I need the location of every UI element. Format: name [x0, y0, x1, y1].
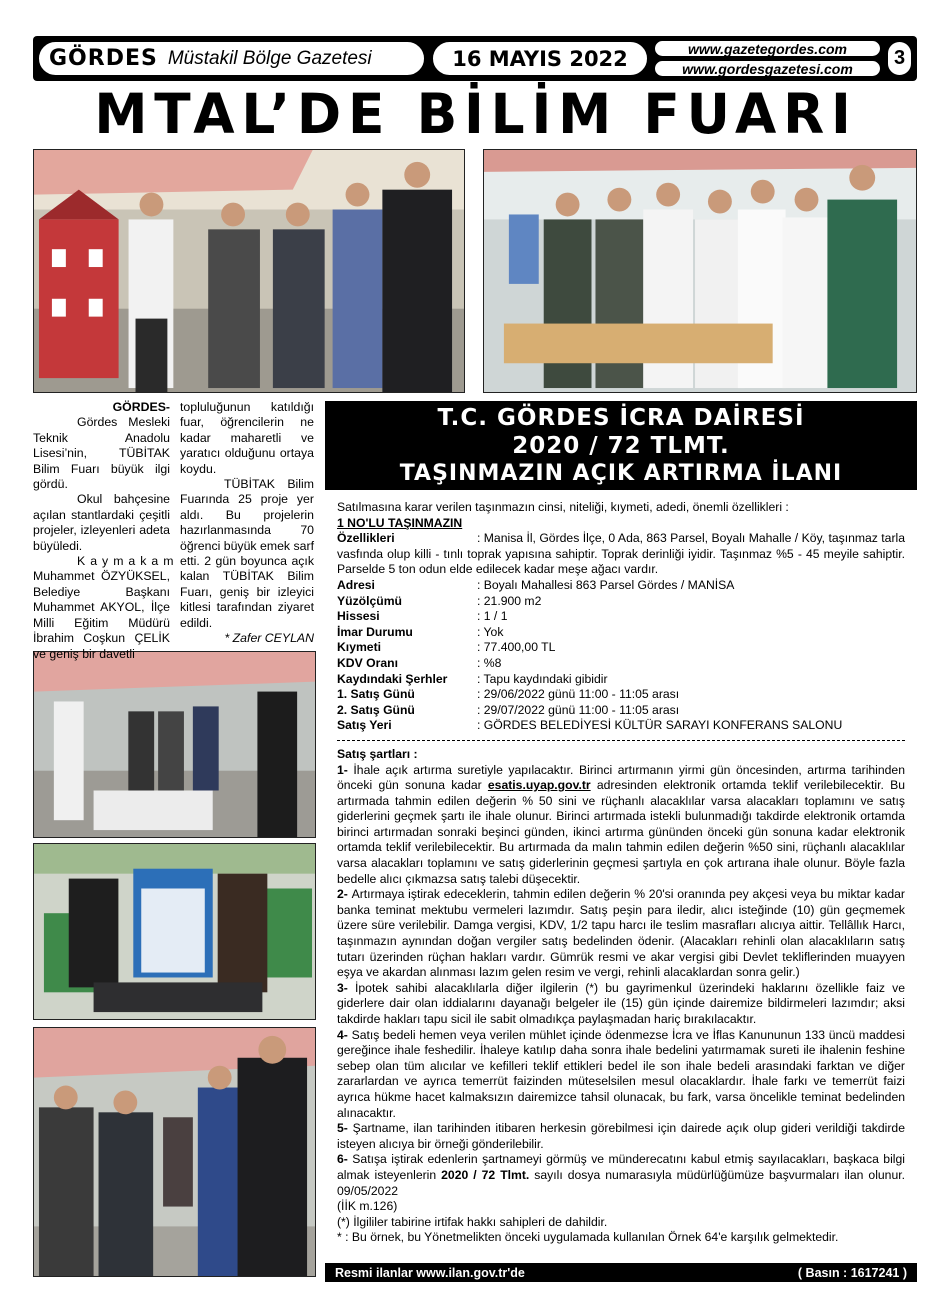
article-paragraph: Kaymakam — [77, 554, 179, 569]
footer-ilan-link[interactable]: Resmi ilanlar www.ilan.gov.tr'de — [335, 1265, 525, 1280]
property-field-row — [337, 656, 905, 672]
field-value: : %8 — [477, 655, 502, 670]
field-value: : Boyalı Mahallesi 863 Parsel Gördes / MANİSA — [477, 577, 735, 592]
field-key: 1. Satış Günü — [337, 687, 415, 702]
sale-conditions — [337, 747, 905, 1246]
article-column-2 — [180, 400, 314, 647]
auction-notice — [325, 401, 917, 1281]
condition-5: 5- Şartname, ilan tarihinden itibaren herkesin görebilmesi için dairede açık olup gideri verildiği takdirde isteyen alıcıya bir örneği gönderilebilir. — [337, 1121, 905, 1151]
notice-footer — [325, 1263, 917, 1282]
field-key: İmar Durumu — [337, 624, 413, 639]
photo-officials-visiting-stand — [33, 149, 465, 393]
field-key: Hissesi — [337, 609, 380, 624]
photo-history-stand — [33, 843, 316, 1020]
field-value: : 1 / 1 — [477, 609, 508, 624]
property-label: 1 NO'LU TAŞINMAZIN — [337, 515, 463, 530]
article-paragraph: Gördes Mesleki Teknik Anadolu Lisesi’nin, TÜBİTAK Bilim Fuarı büyük ilgi gördü. — [33, 415, 170, 492]
article-paragraph: topluluğunun katıldığı fuar, öğrencilerin ne kadar maharetli ve yaratıcı olduğunu ortaya koydu. — [180, 400, 314, 476]
notice-title-file: 2020 / 72 TLMT. — [512, 433, 730, 459]
property-field-row — [337, 625, 905, 641]
photo-robotics-stand — [33, 651, 316, 838]
notice-intro: Satılmasına karar verilen taşınmazın cinsi, niteliği, kıymeti, adedi, önemli özellikleri : — [337, 500, 789, 514]
property-field-row — [337, 609, 905, 625]
condition-3: 3- İpotek sahibi alacaklılarla diğer ilgilerin (*) bu gayrimenkul üzerindeki haklarını özellikle faiz ve giderlere dair olan iddialarını dayanağı belgeler ile (15) gün içinde dairemize bildirmeleri lazımdır; aksi takdirde hakları tapu sicil ile sabit olmadıkça paylaşmadan hariç bırakılacaktır. — [337, 980, 905, 1026]
paper-subtitle: Müstakil Bölge Gazetesi — [167, 47, 372, 69]
field-value: : 77.400,00 TL — [477, 640, 556, 655]
property-field-row — [337, 594, 905, 610]
field-key: KDV Oranı — [337, 655, 398, 670]
website-link-1[interactable]: www.gazetegordes.com — [653, 39, 882, 58]
footnote-2: * : Bu örnek, bu Yönetmelikten önceki uygulamada kullanılan Örnek 64'e karşılık gelmektedir. — [337, 1230, 839, 1245]
conditions-title: Satış şartları : — [337, 746, 418, 761]
field-key: Satış Yeri — [337, 718, 392, 733]
article-dateline: GÖRDES- — [112, 400, 170, 414]
masthead-brand — [37, 40, 426, 77]
condition-1: 1- İhale açık artırma suretiyle yapılacaktır. Birinci artırmanın yirmi gün öncesinden, artırma tarihinden önceki gün sonuna kadar esatis.uyap.gov.tr adresinden elektronik ortamda teklif verilebilecektir. Bu artırmada tahmin edilen değerin % 50 sini ve rüçhanlı alacaklılar varsa alacakları toplamını ve satış giderlerini geçmek şartı ile ihale olunur. Birinci artırmada istekli bulunmadığı takdirde elektronik ortamda birinci artırmadan sonraki beşinci günden, ikinci artırma gününden önceki gün sonuna kadar elektronik ortamda teklif verilebilecektir. Bu artırmada da malın tahmin edilen değerin %50 sini, rüçhanlı alacaklılar varsa alacakları toplamını ve satış giderlerinin geçmesi şartıyla en çok artırana ihale olunur. Böyle fazla bedelle alıcı çıkmazsa satış talebi düşecektir. — [337, 762, 905, 886]
condition-2: 2- Artırmaya iştirak edeceklerin, tahmin edilen değerin % 20'si oranında pey akçesi veya bu miktar kadar banka teminat mektubu vermeleri lazımdır. Satış peşin para iledir, alıcı isteğinde (10) gün geçmemek üzere süre verilebilir. Damga vergisi, KDV, 1/2 tapu harcı ile teslim masrafları alıcıya aittir. Tellâllık Harcı, taşınmazın aynından doğan vergiler satış bedelinden ödenir. (Alacakları rehinli olan alacaklıların satış tutarı üzerinden rüçhan hakları vardır. Gümrük resmi ve akar vergisi gibi Devlet tekliflerinden muayyen eşya ve akardan alınması lazım gelen resim ve vergi, rehinli alacaklardan sonra gelir.) — [337, 887, 905, 980]
issue-date: 16 MAYIS 2022 — [431, 40, 649, 77]
footer-press-code: ( Basın : 1617241 ) — [797, 1265, 907, 1280]
esatis-link[interactable]: esatis.uyap.gov.tr — [487, 778, 591, 793]
field-key: Adresi — [337, 577, 375, 592]
property-field-row — [337, 687, 905, 703]
footnote-1: (*) İlgililer tabirine irtifak hakkı sahipleri de dahildir. — [337, 1214, 608, 1229]
field-key: Yüzölçümü — [337, 593, 403, 608]
notice-body — [325, 490, 917, 1246]
field-key: Özellikleri — [337, 531, 395, 546]
property-field-row — [337, 672, 905, 688]
field-value: : 21.900 m2 — [477, 593, 542, 608]
field-value: : Tapu kaydındaki gibidir — [477, 671, 608, 686]
field-value: : Manisa İl, Gördes İlçe, 0 Ada, 863 Parsel, Boyalı Mahalle / Köy, taşınmaz tarla vasfında olup killi - tınlı toprak yapısına sahiptir. Toprak derinliği iyidir. Taşınmaz %5 - 45 meyile sahiptir. Parselde 5 ton odun elde edilecek kadar meşe ağacı vardır. — [337, 531, 905, 577]
notice-header — [325, 401, 917, 490]
property-field-row — [337, 703, 905, 719]
law-reference: (İİK m.126) — [337, 1199, 398, 1214]
field-key: 2. Satış Günü — [337, 702, 415, 717]
condition-4: 4- Satış bedeli hemen veya verilen mühlet içinde ödenmezse İcra ve İflas Kanununun 133 üncü maddesi gereğince ihale feshedilir. İhaleye katılıp daha sonra ihale bedelini yatırmamak sureti ile ihalenin feshine sebep olan tüm alıcılar ve kefilleri teklif ettikleri bedel ile son ihale bedeli arasındaki farktan ve diğer zararlardan ve ayrıca temerrüt faizinden müteselsilen mesul olacaklardır. İhale farkı ve temerrüt faizi ayrıca hükme hacet kalmaksızın dairemizce tahsil olunacak, bu fark, varsa öncelikle teminat bedelinden alınacaktır. — [337, 1027, 905, 1120]
article-paragraph: Okul bahçesine açılan stantlardaki çeşitli projeler, izleyenleri adeta büyüledi. — [33, 492, 170, 553]
photo-officials-group — [33, 1027, 316, 1277]
property-field-row — [337, 578, 905, 594]
property-field-row — [337, 640, 905, 656]
field-value: : 29/07/2022 günü 11:00 - 11:05 arası — [477, 702, 680, 717]
paper-name: GÖRDES — [49, 46, 158, 71]
field-key: Kıymeti — [337, 640, 382, 655]
article-author: * Zafer CEYLAN — [224, 631, 314, 646]
field-value: : GÖRDES BELEDİYESİ KÜLTÜR SARAYI KONFERANS SALONU — [477, 718, 843, 733]
article-column-1 — [33, 400, 179, 662]
main-headline: MTAL’DE BİLİM FUARI — [94, 82, 858, 146]
condition-6: 6- Satışa iştirak edenlerin şartnameyi görmüş ve münderecatını kabul etmiş sayılacakları, başkaca bilgi almak isteyenlerin 2020 / 72 Tlmt. sayılı dosya numarasıyla müdürlüğümüze başvurmaları ilan olunur. 09/05/2022 — [337, 1152, 906, 1198]
notice-title-office: T.C. GÖRDES İCRA DAİRESİ — [437, 405, 805, 431]
property-fields — [337, 578, 905, 734]
divider — [337, 740, 905, 741]
property-features — [337, 531, 905, 578]
field-value: : 29/06/2022 günü 11:00 - 11:05 arası — [477, 687, 680, 702]
field-value: : Yok — [477, 624, 504, 639]
notice-title-type: TAŞINMAZIN AÇIK ARTIRMA İLANI — [399, 461, 843, 486]
website-link-2[interactable]: www.gordesgazetesi.com — [653, 59, 882, 78]
page-number: 3 — [886, 40, 913, 77]
field-key: Kaydındaki Şerhler — [337, 671, 448, 686]
photo-students-chemistry-stand — [483, 149, 917, 393]
article-paragraph: TÜBİTAK Bilim Fuarında 25 proje yer aldı. Bu projelerin hazırlanmasında 70 öğrenci büyük emek sarf etti. 2 gün boyunca açık kalan TÜBİTAK Bilim Fuarı, geniş bir izleyici kitlesi tarafından ziyaret edildi. — [180, 477, 314, 630]
property-field-row — [337, 718, 905, 734]
masthead-bar — [33, 36, 917, 81]
article-paragraph: Muhammet ÖZYÜKSEL, Belediye Başkanı Muhammet AKYOL, İlçe Milli Eğitim Müdürü İbrahim Coşkun ÇELİK ve geniş bir davetli — [33, 569, 170, 661]
